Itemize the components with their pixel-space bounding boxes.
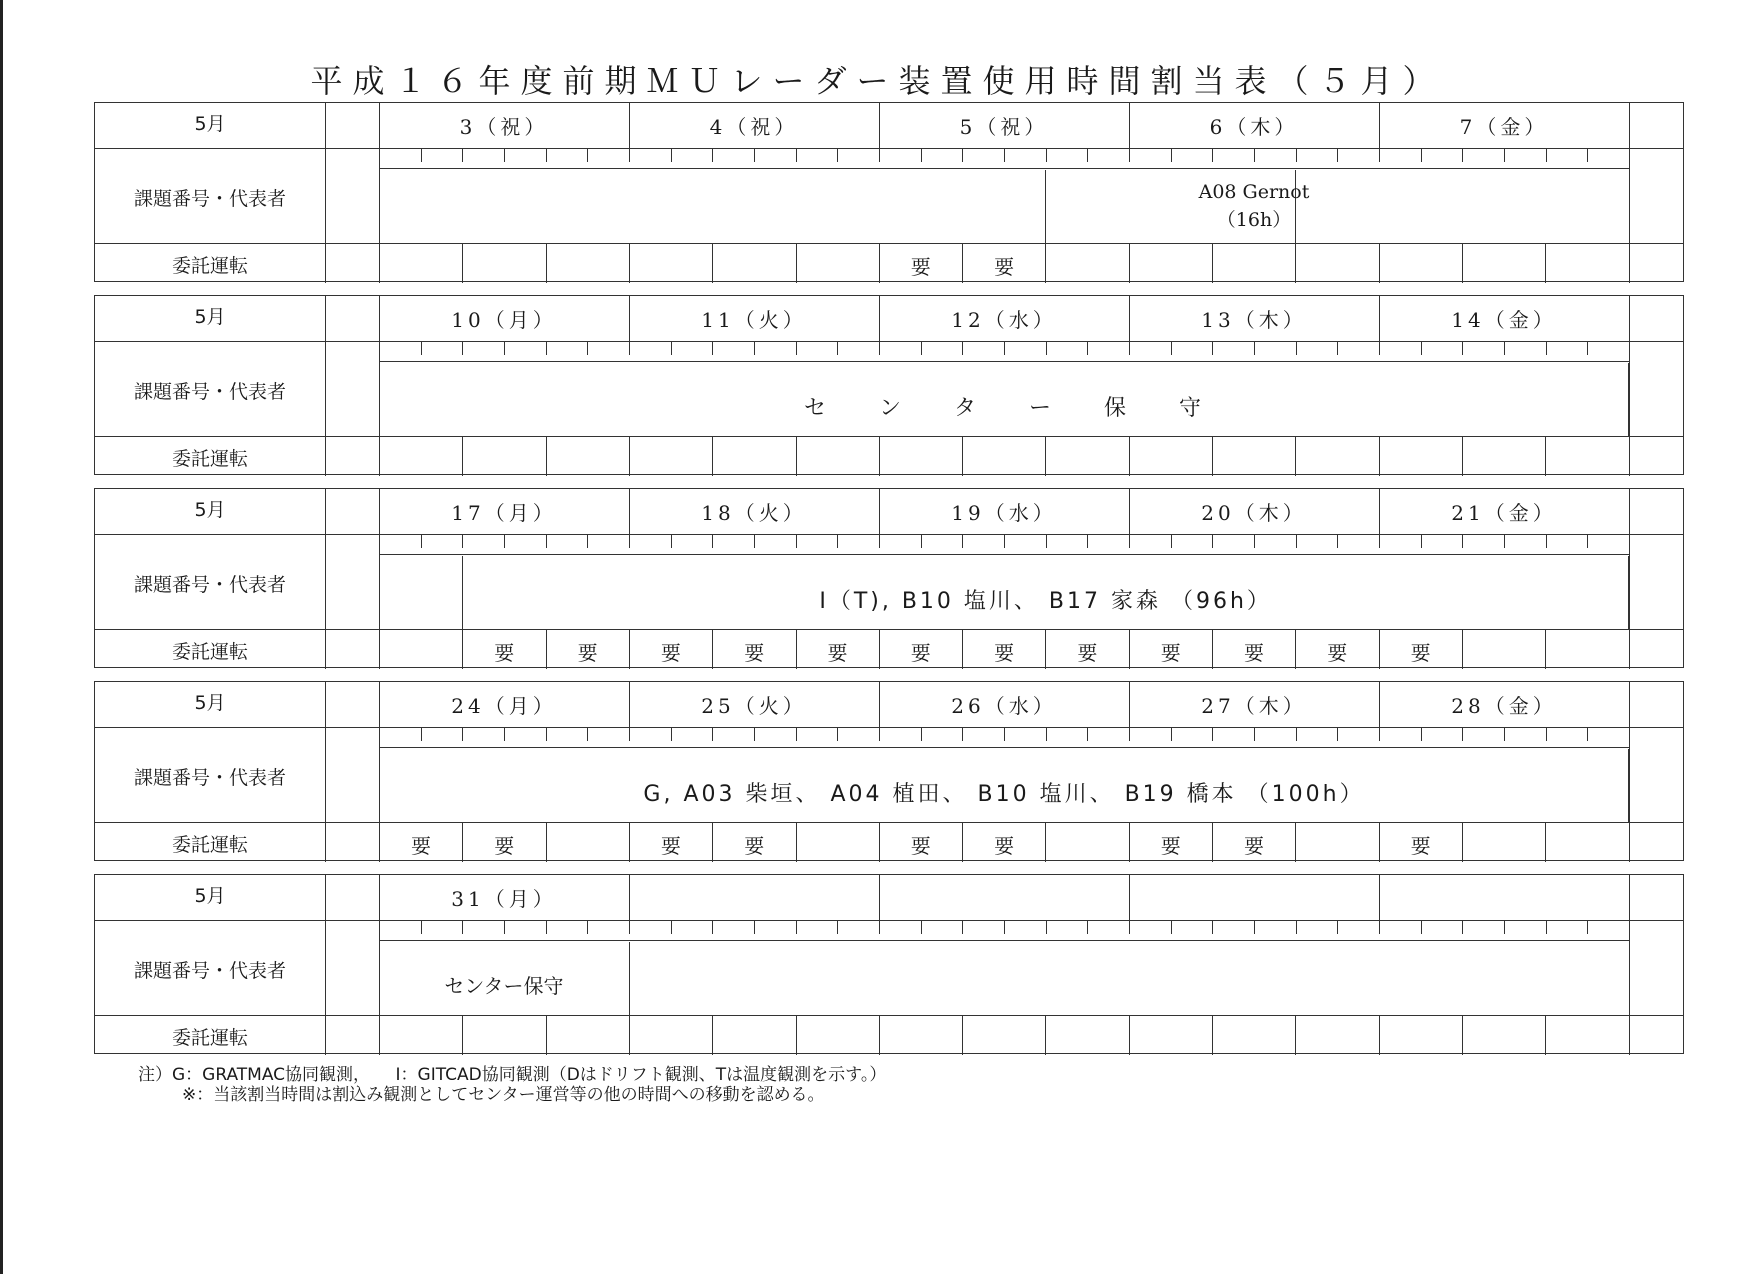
operation-cell-divider: [1462, 1015, 1463, 1055]
label-column-divider: [325, 296, 326, 476]
operation-cell-divider: [462, 436, 463, 476]
operation-cell-divider: [1379, 1015, 1380, 1055]
day-header: 26（水）: [951, 694, 1057, 718]
day-header: 4（祝）: [709, 115, 799, 139]
day-header: 20（木）: [1201, 501, 1307, 525]
allocation-project: A08 Gernot: [1198, 181, 1310, 203]
allocation-text: センター保守: [444, 974, 564, 998]
operation-required-mark: 要: [1327, 641, 1348, 665]
operation-required-mark: 要: [1077, 641, 1098, 665]
operation-required-mark: 要: [494, 834, 515, 858]
operation-cell-divider: [796, 243, 797, 283]
operation-required-mark: 要: [1244, 641, 1264, 665]
allocation-text: セ ン タ ー 保 守: [803, 396, 1204, 421]
allocation-text: G, A03 柴垣、 A04 植田、 B10 塩川、 B19 橋本 （100h）: [643, 782, 1365, 807]
week-table: [94, 295, 1684, 475]
week-table: [94, 874, 1684, 1054]
operation-label: 委託運転: [171, 1027, 248, 1049]
operation-cell-divider: [546, 1015, 547, 1055]
operation-cell-divider: [629, 436, 630, 476]
allocation-start: [1045, 170, 1046, 243]
operation-required-mark: 要: [411, 834, 431, 858]
operation-required-mark: 要: [827, 641, 848, 665]
day-header: 27（木）: [1201, 694, 1307, 718]
operation-cell-divider: [546, 436, 547, 476]
operation-cell-divider: [1379, 243, 1380, 283]
operation-label: 委託運転: [171, 641, 248, 663]
operation-cell-divider: [462, 243, 463, 283]
operation-label: 委託運転: [171, 448, 248, 470]
month-label: 5月: [194, 306, 226, 328]
project-label: 課題番号・代表者: [133, 188, 286, 210]
day-header: 11（火）: [701, 308, 807, 332]
operation-cell-divider: [1629, 629, 1630, 669]
day-header: 12（水）: [951, 308, 1057, 332]
day-column-divider: [1379, 875, 1380, 920]
day-header: 19（水）: [951, 501, 1057, 525]
day-header: 7（金）: [1459, 115, 1549, 139]
row-divider: [95, 822, 1683, 823]
operation-cell-divider: [1545, 436, 1546, 476]
operation-cell-divider: [1212, 436, 1213, 476]
project-label: 課題番号・代表者: [133, 960, 286, 982]
day-header: 17（月）: [451, 501, 557, 525]
operation-required-mark: 要: [577, 641, 598, 665]
project-label: 課題番号・代表者: [133, 767, 286, 789]
operation-cell-divider: [1545, 243, 1546, 283]
day-header: 31（月）: [451, 887, 557, 911]
day-column-divider: [1129, 875, 1130, 920]
operation-cell-divider: [1129, 243, 1130, 283]
operation-cell-divider: [879, 436, 880, 476]
label-column-divider: [325, 682, 326, 862]
operation-required-mark: 要: [1410, 641, 1431, 665]
operation-cell-divider: [1545, 629, 1546, 669]
label-column-divider: [325, 489, 326, 669]
operation-required-mark: 要: [1160, 641, 1181, 665]
operation-required-mark: 要: [994, 834, 1015, 858]
footnote-remark: ※：当該割当時間は割込み観測としてセンター運営等の他の時間への移動を認める。: [182, 1085, 825, 1105]
operation-cell-divider: [1295, 436, 1296, 476]
operation-required-mark: 要: [494, 641, 515, 665]
hour-ticks: [379, 920, 1629, 942]
operation-cell-divider: [1295, 1015, 1296, 1055]
hour-ticks: [379, 727, 1629, 749]
operation-required-mark: 要: [910, 641, 931, 665]
operation-label: 委託運転: [171, 255, 248, 277]
operation-cell-divider: [1545, 822, 1546, 862]
day-header: 28（金）: [1451, 694, 1557, 718]
operation-cell-divider: [796, 1015, 797, 1055]
operation-cell-divider: [1212, 1015, 1213, 1055]
operation-cell-divider: [1212, 243, 1213, 283]
day-header: 13（木）: [1201, 308, 1307, 332]
operation-cell-divider: [379, 243, 380, 283]
month-label: 5月: [194, 885, 226, 907]
operation-cell-divider: [379, 1015, 380, 1055]
operation-cell-divider: [462, 1015, 463, 1055]
operation-cell-divider: [1462, 436, 1463, 476]
footnotes: [138, 1065, 886, 1105]
operation-required-mark: 要: [910, 834, 931, 858]
allocation-hours: （16h）: [1216, 209, 1292, 231]
day-header: 25（火）: [701, 694, 807, 718]
operation-cell-divider: [1462, 243, 1463, 283]
operation-cell-divider: [546, 243, 547, 283]
row-divider: [95, 436, 1683, 437]
day-header: 10（月）: [451, 308, 557, 332]
operation-cell-divider: [379, 436, 380, 476]
operation-cell-divider: [712, 1015, 713, 1055]
hour-ticks: [379, 341, 1629, 363]
allocation-text: [1129, 178, 1379, 234]
operation-required-mark: 要: [744, 834, 765, 858]
allocation-end: [629, 942, 630, 1015]
operation-cell-divider: [1045, 1015, 1046, 1055]
day-column-divider: [879, 875, 880, 920]
operation-cell-divider: [1629, 243, 1630, 283]
footnote-legend: 注）G：GRATMAC協同観測， I：GITCAD協同観測（Dはドリフト観測、Tは温度観測を示す。）: [138, 1065, 887, 1085]
day-header: 21（金）: [1451, 501, 1557, 525]
day-header: 5（祝）: [959, 115, 1049, 139]
operation-cell-divider: [1629, 1015, 1630, 1055]
operation-required-mark: 要: [1244, 834, 1264, 858]
operation-cell-divider: [1545, 1015, 1546, 1055]
operation-cell-divider: [1129, 436, 1130, 476]
operation-cell-divider: [1129, 1015, 1130, 1055]
day-column-divider: [629, 875, 630, 920]
row-divider: [95, 629, 1683, 630]
day-header: 24（月）: [451, 694, 557, 718]
operation-cell-divider: [1629, 436, 1630, 476]
week-table: [94, 102, 1684, 282]
row-divider: [95, 243, 1683, 244]
operation-cell-divider: [879, 1015, 880, 1055]
day-header: 14（金）: [1451, 308, 1557, 332]
operation-required-mark: 要: [910, 255, 931, 279]
operation-cell-divider: [712, 436, 713, 476]
operation-cell-divider: [796, 436, 797, 476]
operation-cell-divider: [712, 243, 713, 283]
operation-cell-divider: [1295, 243, 1296, 283]
operation-cell-divider: [629, 1015, 630, 1055]
label-column-divider: [325, 103, 326, 283]
month-label: 5月: [194, 692, 226, 714]
operation-required-mark: 要: [994, 255, 1015, 279]
operation-cell-divider: [962, 436, 963, 476]
row-divider: [95, 1015, 1683, 1016]
page-left-border: [0, 0, 3, 1274]
operation-cell-divider: [629, 243, 630, 283]
week-table: [94, 488, 1684, 668]
day-header: 3（祝）: [459, 115, 549, 139]
operation-required-mark: 要: [1160, 834, 1181, 858]
project-label: 課題番号・代表者: [133, 381, 286, 403]
month-label: 5月: [194, 113, 226, 135]
project-label: 課題番号・代表者: [133, 574, 286, 596]
allocation-text: I（T), B10 塩川、 B17 家森 （96h）: [819, 589, 1272, 614]
operation-required-mark: 要: [1410, 834, 1431, 858]
operation-cell-divider: [1379, 436, 1380, 476]
day-header: 6（木）: [1209, 115, 1299, 139]
operation-label: 委託運転: [171, 834, 248, 856]
hour-ticks: [379, 534, 1629, 556]
operation-cell-divider: [962, 1015, 963, 1055]
month-label: 5月: [194, 499, 226, 521]
operation-required-mark: 要: [994, 641, 1015, 665]
operation-cell-divider: [379, 629, 380, 669]
week-table: [94, 681, 1684, 861]
operation-required-mark: 要: [660, 641, 681, 665]
label-column-divider: [325, 875, 326, 1055]
operation-cell-divider: [1629, 822, 1630, 862]
operation-required-mark: 要: [744, 641, 765, 665]
operation-required-mark: 要: [660, 834, 681, 858]
page-title: 平成１６年度前期ＭＵレーダー装置使用時間割当表（５月）: [310, 62, 1445, 100]
day-header: 18（火）: [701, 501, 807, 525]
hour-ticks: [379, 148, 1629, 170]
operation-cell-divider: [1045, 436, 1046, 476]
